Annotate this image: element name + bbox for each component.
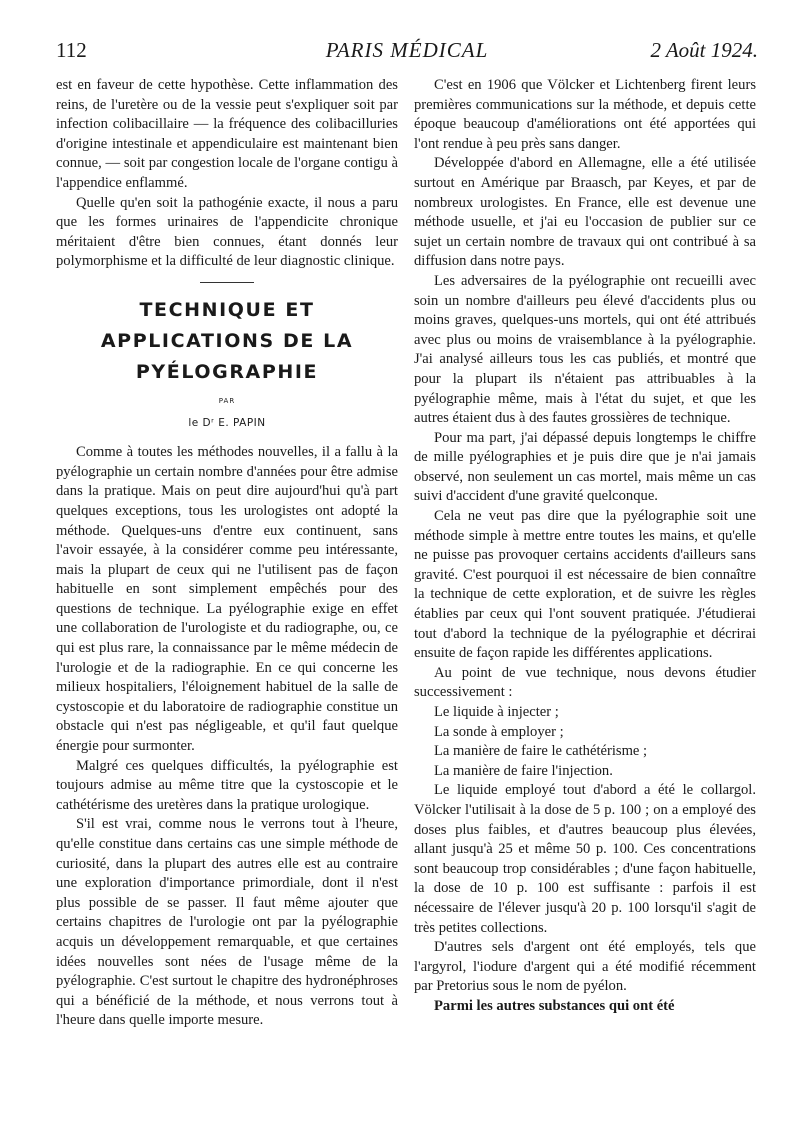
article-title — [56, 295, 398, 388]
list-item: La manière de faire le cathétérisme ; — [434, 743, 648, 760]
right-column — [414, 76, 756, 1017]
paragraph-last-line: Parmi les autres substances qui ont été — [434, 997, 675, 1014]
paragraph-continuation: est en faveur de cette hypothèse. Cette inflammation des reins, de l'uretère ou de la vessie peut s'expliquer soit par infection colibacillaire — la fréquence des colibacilluries d'origine intestinale et appendiculaire est maintenant bien connue, — soit par congestion locale de l'organe contigu à l'appendice enflammé. — [56, 77, 398, 191]
page-number: 112 — [56, 38, 87, 62]
paragraph: Le liquide employé tout d'abord a été le collargol. Völcker l'utilisait à la dose de 5 p. 100 ; on a employé des doses plus faibles, et d'autres beaucoup plus élevées, allant jusqu'à 25 et même 50 p. 100. Ces concentrations sont beaucoup trop considérables ; d'une façon habituelle, la dose de 10 p. 100 est suffisante : parfois il est nécessaire de l'élever jusqu'à 20 p. 100 lorsqu'il s'agit de très petites collections. — [414, 782, 756, 936]
paragraph: Pour ma part, j'ai dépassé depuis longtemps le chiffre de mille pyélographies et je puis dire que je n'ai jamais observé, non seulement un cas mortel, mais même un cas suivi d'accident d'une gravité quelconque. — [414, 429, 756, 505]
issue-date: 2 Août 1924. — [650, 38, 758, 62]
paragraph: C'est en 1906 que Völcker et Lichtenberg firent leurs premières communications sur la méthode, et depuis cette époque beaucoup d'améliorations ont été apportées qui l'ont rendue à peu près sans danger. — [414, 77, 756, 152]
paragraph: Cela ne veut pas dire que la pyélographie soit une méthode simple à mettre entre toutes les mains, et qu'elle ne puisse pas provoquer certains accidents d'ailleurs sans gravité. C'est pourquoi il est nécessaire de bien connaître la technique de cette exploration, et de suivre les règles établies par ceux qui l'ont souvent pratiquée. J'étudierai tout d'abord la technique de la pyélographie et décrirai ensuite de façon rapide les différentes applications. — [414, 508, 756, 662]
paragraph: Malgré ces quelques difficultés, la pyélographie est toujours admise au même titre que la cystoscopie et le cathétérisme des uretères dans la pratique urologique. — [56, 757, 398, 813]
article-title-line: PYÉLOGRAPHIE — [135, 360, 319, 383]
article-title-line: TECHNIQUE ET — [139, 298, 315, 321]
paragraph: S'il est vrai, comme nous le verrons tout à l'heure, qu'elle constitue dans certains cas une simple méthode de curiosité, dans la plupart des autres elle est au contraire une exploration d'importance primordiale, dont il n'est plus possible de se passer. Il faut même ajouter que certains chapitres de l'urologie ont par la pyélographie acquis un développement remarquable, et que certaines idées nouvelles sont nées de l'usage même de la pyélographie. C'est surtout le chapitre des hydronéphroses qui a bénéficié de la méthode, et nous verrons tout à l'heure dans quelle importe mesure. — [56, 816, 398, 1029]
journal-title: PARIS MÉDICAL — [325, 38, 489, 62]
paragraph: Quelle qu'en soit la pathogénie exacte, il nous a paru que les formes urinaires de l'appendicite chronique méritaient d'être bien connues, étant donnés leur polymorphisme et la difficulté de leur diagnostic clinique. — [56, 194, 398, 270]
running-header — [56, 38, 758, 68]
list-item: La sonde à employer ; — [434, 723, 564, 740]
article-title-line: APPLICATIONS DE LA — [100, 329, 354, 352]
paragraph: Les adversaires de la pyélographie ont recueilli avec soin un nombre d'ailleurs peu élevé d'accidents plus ou moins graves, quelques-uns mortels, qui ont été attribués avec plus ou moins de vraisemblance à la pyélographie. J'ai analysé ailleurs tous les cas publiés, et montré que pour la plupart ils n'étaient pas attribuables à la pyélographie même, mais à l'état du sujet, et que les autres étaient dus à des fautes grossières de technique. — [414, 272, 756, 427]
section-divider — [200, 282, 254, 283]
paragraph: D'autres sels d'argent ont été employés, tels que l'argyrol, l'iodure d'argent qui a été modifié récemment par Pretorius sous le nom de pyélon. — [414, 939, 756, 995]
paragraph: Au point de vue technique, nous devons étudier successivement : — [414, 664, 756, 701]
paragraph: Comme à toutes les méthodes nouvelles, il a fallu à la pyélographie un certain nombre d'années pour être admise dans la pratique. Mais on peut dire aujourd'hui qu'à part quelques exceptions, tous les urologistes ont adopté la méthode. Quelques-uns d'entre eux continuent, sans l'avoir essayée, à la considérer comme peu intéressante, mais la plupart de ceux qui ne l'utilisent pas de façon habituelle en sont simplement empêchés pour des questions de technique. La pyélographie exige en effet une collaboration de l'urologiste et du radiographe, ou, ce qui est plus rare, la connaissance par le même médecin de l'urologie et de la radiographie. En ce qui concerne les milieux hospitaliers, l'éloignement habituel de la salle de cystoscopie et du laboratoire de radiographie constitue un obstacle qui n'est pas négligeable, et qu'il faut quelque énergie pour surmonter. — [56, 444, 398, 755]
byline-par: PAR — [218, 396, 236, 405]
left-column — [56, 76, 398, 1031]
paragraph: Développée d'abord en Allemagne, elle a été utilisée surtout en Amérique par Braasch, par Keyes, et par de nombreux urologistes. En France, elle est devenue une méthode usuelle, et j'ai eu l'occasion de publier sur ce sujet un certain nombre de travaux qui ont contribué à sa diffusion dans notre pays. — [414, 155, 756, 270]
list-item: La manière de faire l'injection. — [434, 762, 613, 779]
byline-author: le Dʳ E. PAPIN — [188, 416, 266, 429]
list-item: Le liquide à injecter ; — [434, 704, 559, 720]
